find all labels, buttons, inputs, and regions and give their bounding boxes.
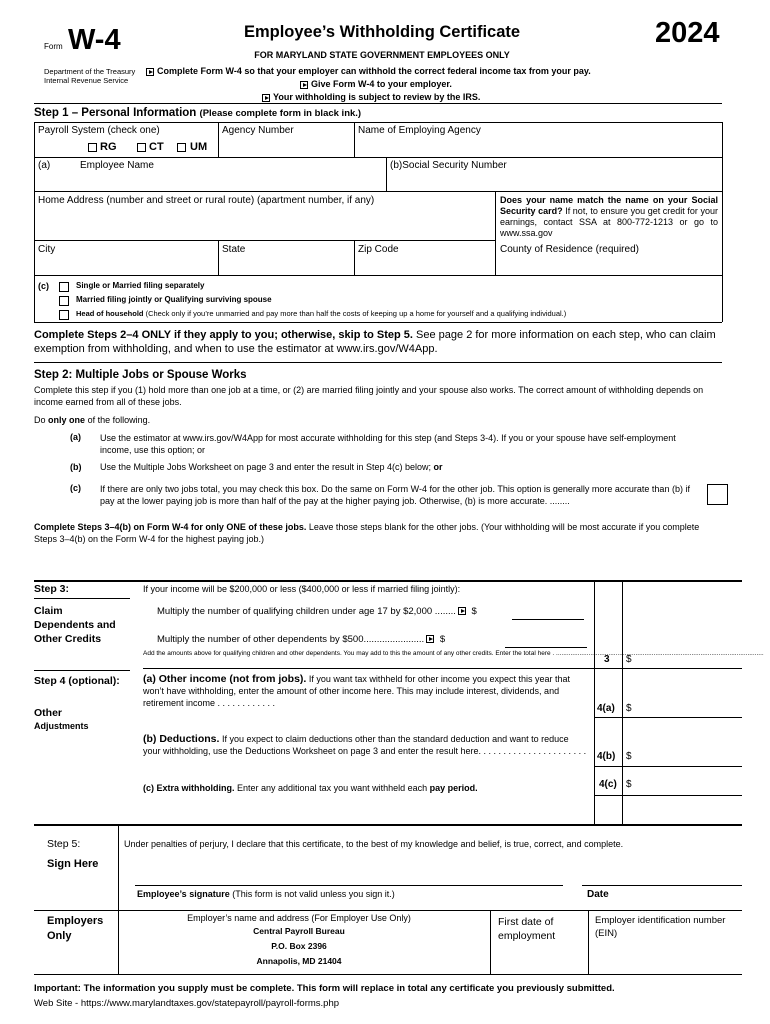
payroll-um-label: UM xyxy=(190,141,208,153)
step4a-dollar: $ xyxy=(626,703,632,714)
arrow-icon xyxy=(262,94,270,102)
form-title: Employee’s Withholding Certificate xyxy=(243,23,521,41)
employee-name-field[interactable] xyxy=(36,172,384,190)
step3-heading: Step 3: xyxy=(34,583,70,595)
rule xyxy=(495,191,496,275)
name-match-note: Does your name match the name on your Social Security card? If not, to ensure you get credit for your earnings, contact SSA at 800-772-1213 or go to www.ssa.gov xyxy=(500,195,718,238)
step4c-text: (c) Extra withholding. Enter any additional tax you want withheld each pay period. xyxy=(143,783,478,793)
rule xyxy=(582,885,742,886)
step3-total-field[interactable] xyxy=(634,653,740,667)
rule xyxy=(594,766,742,767)
step3-intro: If your income will be $200,000 or less ($400,000 or less if married filing jointly): xyxy=(143,584,461,594)
form-word: Form xyxy=(44,42,63,51)
step4-side-title: Other xyxy=(34,707,63,719)
step2-b-letter: (b) xyxy=(70,462,82,472)
zip-label: Zip Code xyxy=(358,244,399,255)
step4b-box-label: 4(b) xyxy=(597,751,616,762)
rule xyxy=(34,157,722,158)
step2-do-only-one: Do only one of the following. xyxy=(34,415,151,425)
agency-number-field[interactable] xyxy=(219,136,352,156)
step2-note: Complete Steps 3–4(b) on Form W-4 for only ONE of these jobs. Leave those steps blank for the other jobs. (Your withholding will be most accurate if you complete Steps 3–4(b) on the Form W-4 for the highest paying job.) xyxy=(34,522,700,544)
step4c-box-label: 4(c) xyxy=(599,779,617,790)
rule xyxy=(135,885,563,886)
signature-label: Employee’s signature (This form is not valid unless you sign it.) xyxy=(137,889,395,899)
perjury-statement: Under penalties of perjury, I declare that this certificate, to the best of my knowledge and belief, is true, correct, and complete. xyxy=(124,839,624,849)
rule xyxy=(34,191,722,192)
first-date-label: First date of employment xyxy=(498,916,556,942)
step5-side-title: Sign Here xyxy=(47,858,99,870)
rule xyxy=(34,275,722,276)
employer-addr1: Central Payroll Bureau xyxy=(253,926,345,936)
rule xyxy=(490,910,491,974)
step4b-dollar: $ xyxy=(626,751,632,762)
arrow-icon xyxy=(300,81,308,89)
form-number: W-4 xyxy=(68,24,121,56)
rule xyxy=(588,910,589,974)
children-amount-field[interactable] xyxy=(520,607,582,619)
rule xyxy=(505,647,587,648)
step4a-text: (a) Other income (not from jobs). If you want tax withheld for other income you expect this year that won’t have withholding, enter the amount of other income here. This may include interest, dividends, and retirement income . . . . . . . . . . . . xyxy=(143,673,570,708)
rule xyxy=(386,157,387,191)
rule xyxy=(34,240,495,241)
payroll-um-checkbox[interactable] xyxy=(177,143,186,152)
city-label: City xyxy=(38,244,56,255)
payroll-system-label: Payroll System (check one) xyxy=(38,125,160,136)
rule xyxy=(34,824,742,826)
payroll-rg-checkbox[interactable] xyxy=(88,143,97,152)
employing-agency-field[interactable] xyxy=(355,136,720,156)
website-link[interactable]: Web Site - https://www.marylandtaxes.gov/statepayroll/payroll-forms.php xyxy=(34,998,340,1009)
instruction-1: Complete Form W-4 so that your employer can withhold the correct federal income tax from your pay. xyxy=(146,66,591,76)
step3-add-text: Add the amounts above for qualifying children and other dependents. You may add to this the amount of any other credits. Enter the total here . ................................................................................................................... xyxy=(143,650,764,657)
county-field[interactable] xyxy=(497,256,720,274)
arrow-icon xyxy=(146,68,154,76)
step1-top-rule xyxy=(34,122,722,123)
step3-side-title: Claim Dependents and Other Credits xyxy=(34,605,116,645)
employers-side-title: Employers Only xyxy=(47,915,104,942)
rule xyxy=(143,668,742,669)
step4b-text: (b) Deductions. If you expect to claim deductions other than the standard deduction and want to reduce your withholding, use the Deductions Worksheet on page 3 and enter the result here. . . . . . . . . . . . . . . . . . . . . . xyxy=(143,733,587,756)
employing-agency-label: Name of Employing Agency xyxy=(358,125,481,136)
payroll-ct-checkbox[interactable] xyxy=(137,143,146,152)
other-income-field[interactable] xyxy=(634,701,740,715)
rule xyxy=(34,670,130,671)
zip-field[interactable] xyxy=(356,256,493,274)
step2-b-text: Use the Multiple Jobs Worksheet on page 3 and enter the result in Step 4(c) below; or xyxy=(100,462,443,472)
instruction-3: Your withholding is subject to review by the IRS. xyxy=(262,92,480,102)
payroll-rg-label: RG xyxy=(100,141,117,153)
state-label: State xyxy=(222,244,246,255)
instruction-2: Give Form W-4 to your employer. xyxy=(300,79,452,89)
filing-joint-label: Married filing jointly or Qualifying surviving spouse xyxy=(76,295,272,304)
step4-heading: Step 4 (optional): xyxy=(34,675,120,687)
home-address-field[interactable] xyxy=(36,208,493,238)
rule xyxy=(34,580,742,582)
rule xyxy=(34,362,722,363)
row-c-label: (c) xyxy=(38,281,49,291)
step4-side-sub: Adjustments xyxy=(34,721,89,731)
rule xyxy=(118,910,119,974)
arrow-icon xyxy=(458,607,466,615)
filing-hoh-checkbox[interactable] xyxy=(59,310,69,320)
county-label: County of Residence (required) xyxy=(500,244,639,255)
filing-joint-checkbox[interactable] xyxy=(59,296,69,306)
dependents-amount-field[interactable] xyxy=(513,635,585,647)
dept-line1: Department of the Treasury xyxy=(44,67,136,76)
ssn-label: (b)Social Security Number xyxy=(390,160,507,171)
tax-year: 2024 xyxy=(655,17,720,49)
extra-withholding-field[interactable] xyxy=(634,777,740,791)
rule xyxy=(594,795,742,796)
ein-label: Employer identification number (EIN) xyxy=(595,915,726,939)
rule xyxy=(594,580,595,824)
step2-intro: Complete this step if you (1) hold more than one job at a time, or (2) are married filing jointly and your spouse also works. The correct amount of withholding depends on income earned from all of these jobs. xyxy=(34,385,704,407)
step2-a-letter: (a) xyxy=(70,432,81,442)
step1-heading: Step 1 – Personal Information (Please complete form in black ink.) xyxy=(34,107,362,119)
employer-addr2: P.O. Box 2396 xyxy=(271,941,327,951)
rule xyxy=(622,580,623,824)
step3-box-label: 3 xyxy=(604,654,610,665)
city-field[interactable] xyxy=(36,256,216,274)
state-field[interactable] xyxy=(220,256,352,274)
step2-c-letter: (c) xyxy=(70,483,81,493)
employer-addr3: Annapolis, MD 21404 xyxy=(256,956,342,966)
step3-children-line: Multiply the number of qualifying children under age 17 by $2,000 ........ $ xyxy=(157,606,477,617)
date-label: Date xyxy=(587,889,609,900)
ssn-field[interactable] xyxy=(388,172,720,190)
payroll-ct-label: CT xyxy=(149,141,164,153)
signature-date-field[interactable] xyxy=(584,862,740,884)
step4c-dollar: $ xyxy=(626,779,632,790)
rule xyxy=(354,240,355,275)
step4a-box-label: 4(a) xyxy=(597,703,615,714)
step3-dependents-line: Multiply the number of other dependents by $500....................... $ xyxy=(157,634,446,645)
rule xyxy=(34,910,742,911)
home-address-label: Home Address (number and street or rural route) (apartment number, if any) xyxy=(38,195,375,206)
footer-note: Important: The information you supply must be complete. This form will replace in total any certificate you previously submitted. Web Site - https://www.marylandtaxes.gov/statepayroll/payroll-forms.php xyxy=(34,983,615,1009)
employee-signature-field[interactable] xyxy=(136,862,562,884)
step2-a-text: Use the estimator at www.irs.gov/W4App for most accurate withholding for this step (and Steps 3-4). If you or your spouse have self-employment income, use this option; or xyxy=(100,433,676,455)
rule xyxy=(218,240,219,275)
rule xyxy=(34,598,130,599)
dept-line2: Internal Revenue Service xyxy=(44,76,129,85)
arrow-icon xyxy=(426,635,434,643)
steps-2-4-note: Complete Steps 2–4 ONLY if they apply to you; otherwise, skip to Step 5. See page 2 for more information on each step, who can claim exemption from withholding, and when to use the estimator at www.irs.gov/W4App. xyxy=(34,329,716,355)
two-jobs-checkbox[interactable] xyxy=(707,484,728,505)
header-divider xyxy=(34,103,722,104)
rule xyxy=(118,824,119,912)
step2-c-text: If there are only two jobs total, you may check this box. Do the same on Form W-4 for the other job. This option is generally more accurate than (b) if pay at the lower paying job is more than half of the pay at the higher paying job. Otherwise, (b) is more accurate. ........ xyxy=(100,484,690,506)
filing-single-checkbox[interactable] xyxy=(59,282,69,292)
step5-heading: Step 5: xyxy=(47,838,81,850)
employee-name-label: Employee Name xyxy=(80,160,154,171)
step2-heading: Step 2: Multiple Jobs or Spouse Works xyxy=(34,369,247,381)
step3-dollar: $ xyxy=(626,654,632,665)
rule xyxy=(594,717,742,718)
step1-left-rule xyxy=(34,122,35,322)
employer-name-label: Employer’s name and address (For Employer Use Only) xyxy=(187,913,411,923)
filing-single-label: Single or Married filing separately xyxy=(76,281,205,290)
rule xyxy=(34,974,742,975)
filing-hoh-label: Head of household (Check only if you’re unmarried and pay more than half the costs of keeping up a home for yourself and a qualifying individual.) xyxy=(76,309,567,318)
form-subtitle: FOR MARYLAND STATE GOVERNMENT EMPLOYEES ONLY xyxy=(254,50,510,60)
rule xyxy=(512,619,584,620)
row-a-label: (a) xyxy=(38,160,51,171)
agency-number-label: Agency Number xyxy=(222,125,294,136)
step1-right-rule xyxy=(722,122,723,322)
deductions-field[interactable] xyxy=(634,749,740,763)
rule xyxy=(34,322,722,323)
